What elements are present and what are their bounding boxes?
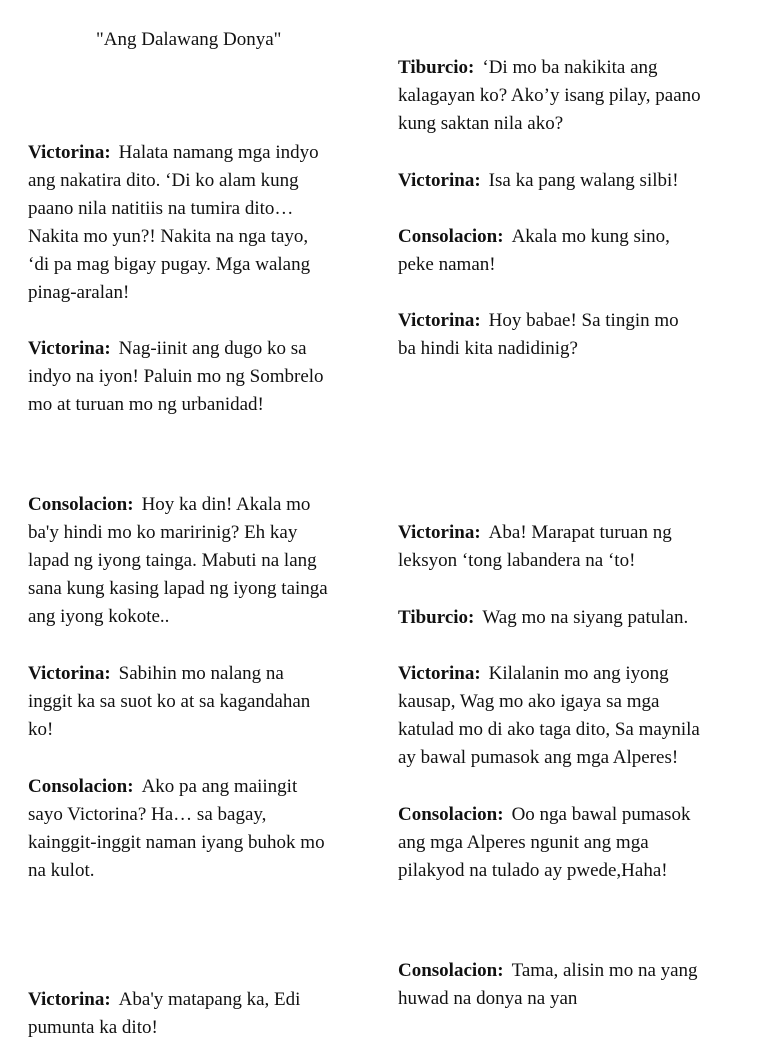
dialogue-text: katulad mo di ako taga dito, Sa maynila — [398, 719, 700, 740]
speaker-name: Tiburcio: — [398, 57, 475, 78]
speaker-name: Tiburcio: — [398, 607, 475, 628]
dialogue-text: kung saktan nila ako? — [398, 113, 564, 134]
dialogue-text: leksyon ‘tong labandera na ‘to! — [398, 550, 636, 571]
dialogue-line — [28, 335, 307, 363]
dialogue-text: ‘di pa mag bigay pugay. Mga walang — [28, 254, 311, 275]
dialogue-text: Aba! Marapat turuan ng — [488, 522, 672, 543]
dialogue-text: indyo na iyon! Paluin mo ng Sombrelo — [28, 366, 324, 387]
speaker-name: Victorina: — [28, 142, 111, 163]
dialogue-text: Sabihin mo nalang na — [118, 663, 284, 684]
dialogue-text: sana kung kasing lapad ng iyong tainga — [28, 578, 328, 599]
speaker-name: Consolacion: — [28, 776, 134, 797]
dialogue-text: ang iyong kokote.. — [28, 606, 170, 627]
dialogue-line — [398, 957, 698, 985]
dialogue-text: paano nila natitiis na tumira dito… — [28, 198, 294, 219]
dialogue-line — [28, 773, 297, 801]
dialogue-text: na kulot. — [28, 860, 95, 881]
dialogue-line — [398, 223, 670, 251]
document-title: "Ang Dalawang Donya" — [96, 29, 282, 50]
dialogue-text: Hoy babae! Sa tingin mo — [488, 310, 679, 331]
dialogue-line — [398, 604, 688, 632]
dialogue-line — [398, 519, 672, 547]
dialogue-text: Hoy ka din! Akala mo — [141, 494, 311, 515]
dialogue-text: huwad na donya na yan — [398, 988, 578, 1009]
dialogue-text: ko! — [28, 719, 54, 740]
dialogue-line — [398, 54, 658, 82]
dialogue-text: ay bawal pumasok ang mga Alperes! — [398, 747, 679, 768]
dialogue-text: Akala mo kung sino, — [511, 226, 670, 247]
dialogue-text: sayo Victorina? Ha… sa bagay, — [28, 804, 267, 825]
dialogue-text: ba'y hindi mo ko maririnig? Eh kay — [28, 522, 298, 543]
dialogue-text: Kilalanin mo ang iyong — [488, 663, 669, 684]
dialogue-line — [398, 660, 669, 688]
dialogue-text: Aba'y matapang ka, Edi — [118, 989, 301, 1010]
dialogue-text: kainggit-inggit naman iyang buhok mo — [28, 832, 325, 853]
dialogue-text: lapad ng iyong tainga. Mabuti na lang — [28, 550, 317, 571]
dialogue-text: Isa ka pang walang silbi! — [488, 170, 679, 191]
dialogue-line — [398, 801, 690, 829]
speaker-name: Consolacion: — [398, 804, 504, 825]
dialogue-text: Halata namang mga indyo — [118, 142, 319, 163]
dialogue-text: ‘Di mo ba nakikita ang — [482, 57, 658, 78]
dialogue-line — [398, 307, 679, 335]
dialogue-text: ang mga Alperes ngunit ang mga — [398, 832, 649, 853]
dialogue-line — [28, 139, 319, 167]
speaker-name: Victorina: — [28, 338, 111, 359]
speaker-name: Victorina: — [398, 170, 481, 191]
dialogue-text: inggit ka sa suot ko at sa kagandahan — [28, 691, 311, 712]
dialogue-text: pumunta ka dito! — [28, 1017, 158, 1038]
dialogue-text: pinag-aralan! — [28, 282, 130, 303]
dialogue-line — [28, 491, 310, 519]
dialogue-text: ba hindi kita nadidinig? — [398, 338, 578, 359]
dialogue-text: Oo nga bawal pumasok — [511, 804, 691, 825]
dialogue-line — [28, 986, 300, 1014]
speaker-name: Consolacion: — [398, 226, 504, 247]
speaker-name: Victorina: — [28, 989, 111, 1010]
speaker-name: Victorina: — [28, 663, 111, 684]
speaker-name: Victorina: — [398, 310, 481, 331]
speaker-name: Victorina: — [398, 522, 481, 543]
speaker-name: Consolacion: — [28, 494, 134, 515]
dialogue-text: peke naman! — [398, 254, 496, 275]
dialogue-text: Ako pa ang maiingit — [141, 776, 298, 797]
dialogue-text: mo at turuan mo ng urbanidad! — [28, 394, 264, 415]
dialogue-text: Nakita mo yun?! Nakita na nga tayo, — [28, 226, 309, 247]
dialogue-text: ang nakatira dito. ‘Di ko alam kung — [28, 170, 299, 191]
speaker-name: Consolacion: — [398, 960, 504, 981]
dialogue-text: Nag-iinit ang dugo ko sa — [118, 338, 307, 359]
dialogue-text: kausap, Wag mo ako igaya sa mga — [398, 691, 660, 712]
dialogue-text: pilakyod na tulado ay pwede,Haha! — [398, 860, 668, 881]
dialogue-line — [28, 660, 284, 688]
dialogue-text: kalagayan ko? Ako’y isang pilay, paano — [398, 85, 701, 106]
dialogue-text: Wag mo na siyang patulan. — [482, 607, 689, 628]
dialogue-text: Tama, alisin mo na yang — [511, 960, 698, 981]
dialogue-line — [398, 167, 679, 195]
speaker-name: Victorina: — [398, 663, 481, 684]
